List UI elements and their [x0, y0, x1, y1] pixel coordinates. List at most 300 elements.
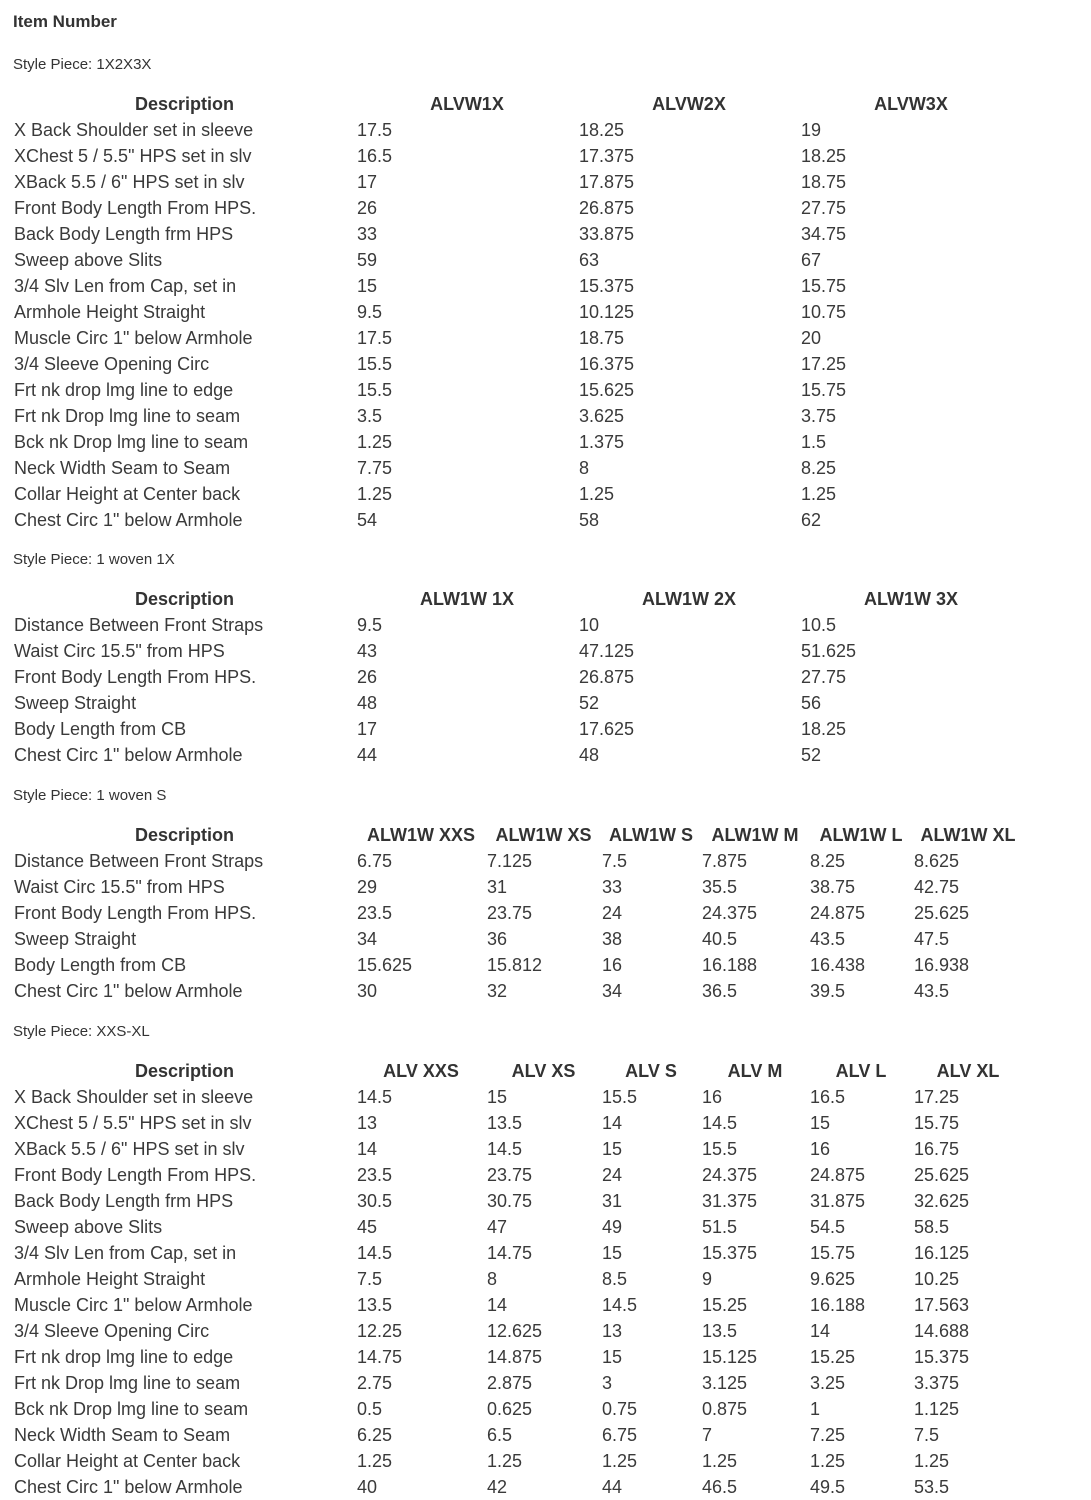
table-row [13, 169, 1022, 195]
table-row [13, 117, 1022, 143]
measurement-value: 58.5 [914, 1216, 950, 1237]
measurement-description: X Back Shoulder set in sleeve [14, 1086, 254, 1107]
measurement-description: Bck nk Drop lmg line to seam [14, 431, 249, 452]
measurement-value: 13.5 [487, 1112, 523, 1133]
measurement-value: 26 [357, 197, 378, 218]
measurement-value: 1.25 [579, 483, 615, 504]
measurement-value: 14.5 [357, 1086, 393, 1107]
measurement-value: 12.25 [357, 1320, 403, 1341]
measurement-description: Back Body Length frm HPS [14, 1190, 234, 1211]
measurement-value: 2.75 [357, 1372, 393, 1393]
measurement-value: 16.188 [810, 1294, 866, 1315]
measurement-value: 62 [801, 509, 822, 530]
measurement-value: 17.625 [579, 718, 635, 739]
measurement-value: 3.75 [801, 405, 837, 426]
table-row [13, 481, 1022, 507]
measurement-value: 6.5 [487, 1424, 513, 1445]
measurement-value: 51.625 [801, 640, 857, 661]
table-row [13, 429, 1022, 455]
measurement-value: 7.25 [810, 1424, 846, 1445]
table-row [13, 952, 1023, 978]
measurement-value: 7 [702, 1424, 713, 1445]
table-row [13, 455, 1022, 481]
measurement-value: 17.25 [914, 1086, 960, 1107]
measurement-value: 9.5 [357, 301, 383, 322]
measurement-value: 13.5 [702, 1320, 738, 1341]
table-row [13, 1448, 1023, 1474]
measurement-value: 8.5 [602, 1268, 628, 1289]
measurement-value: 23.5 [357, 902, 393, 923]
measurement-value: 40.5 [702, 928, 738, 949]
measurement-value: 23.5 [357, 1164, 393, 1185]
measurement-value: 7.5 [602, 850, 628, 871]
measurement-value: 3.5 [357, 405, 383, 426]
measurement-value: 52 [801, 744, 822, 765]
measurement-value: 10 [579, 614, 600, 635]
style-label: Style Piece: XXS-XL [13, 1023, 150, 1040]
measurement-description: Waist Circ 15.5" from HPS [14, 876, 225, 897]
table-row [13, 1396, 1023, 1422]
table-row [13, 221, 1022, 247]
measurement-description: Front Body Length From HPS. [14, 902, 257, 923]
measurement-value: 9.5 [357, 614, 383, 635]
measurement-value: 31.875 [810, 1190, 866, 1211]
measurement-value: 15.375 [579, 275, 635, 296]
measurement-value: 47 [487, 1216, 508, 1237]
measurement-value: 24.875 [810, 902, 866, 923]
column-header-description: Description [134, 824, 235, 845]
measurement-value: 14.75 [357, 1346, 403, 1367]
spec-table [13, 822, 1023, 1004]
table-row [13, 690, 1022, 716]
table-row [13, 1214, 1023, 1240]
measurement-value: 49 [602, 1216, 623, 1237]
measurement-description: Sweep Straight [14, 928, 137, 949]
measurement-value: 15.625 [357, 954, 413, 975]
measurement-value: 15.5 [357, 353, 393, 374]
measurement-value: 38.75 [810, 876, 856, 897]
measurement-value: 15.812 [487, 954, 543, 975]
measurement-value: 14.5 [357, 1242, 393, 1263]
measurement-value: 1.25 [357, 1450, 393, 1471]
table-row [13, 507, 1022, 533]
measurement-value: 30 [357, 980, 378, 1001]
table-row [13, 742, 1022, 768]
table-row [13, 325, 1022, 351]
measurement-value: 16.5 [810, 1086, 846, 1107]
measurement-value: 17.375 [579, 145, 635, 166]
measurement-value: 1.25 [357, 431, 393, 452]
spec-table [13, 1058, 1023, 1500]
measurement-value: 1.5 [801, 431, 827, 452]
measurement-value: 1.25 [357, 483, 393, 504]
measurement-value: 3.375 [914, 1372, 960, 1393]
table-row [13, 716, 1022, 742]
measurement-value: 49.5 [810, 1476, 846, 1497]
measurement-value: 18.25 [579, 119, 625, 140]
measurement-value: 26.875 [579, 197, 635, 218]
measurement-value: 3.625 [579, 405, 625, 426]
measurement-value: 14.5 [602, 1294, 638, 1315]
measurement-value: 1.25 [810, 1450, 846, 1471]
table-row [13, 848, 1023, 874]
column-header-size: ALW1W M [711, 824, 799, 845]
measurement-value: 0.625 [487, 1398, 533, 1419]
measurement-description: Bck nk Drop lmg line to seam [14, 1398, 249, 1419]
measurement-description: 3/4 Sleeve Opening Circ [14, 1320, 210, 1341]
measurement-value: 14 [810, 1320, 831, 1341]
table-row [13, 900, 1023, 926]
measurement-value: 24 [602, 902, 623, 923]
measurement-value: 17.563 [914, 1294, 970, 1315]
measurement-value: 34 [602, 980, 623, 1001]
measurement-value: 3.25 [810, 1372, 846, 1393]
measurement-value: 44 [357, 744, 378, 765]
measurement-value: 18.75 [801, 171, 847, 192]
measurement-value: 24.375 [702, 902, 758, 923]
column-header-description: Description [134, 1060, 235, 1081]
measurement-value: 9.625 [810, 1268, 856, 1289]
measurement-description: 3/4 Sleeve Opening Circ [14, 353, 210, 374]
measurement-description: Neck Width Seam to Seam [14, 457, 231, 478]
measurement-value: 17.875 [579, 171, 635, 192]
table-header-row [13, 586, 1022, 612]
measurement-value: 34.75 [801, 223, 847, 244]
page-title: Item Number [13, 12, 117, 31]
measurement-description: Body Length from CB [14, 718, 187, 739]
measurement-value: 30.5 [357, 1190, 393, 1211]
measurement-description: Muscle Circ 1" below Armhole [14, 1294, 253, 1315]
measurement-description: 3/4 Slv Len from Cap, set in [14, 1242, 237, 1263]
table-header-row [13, 91, 1022, 117]
measurement-description: Frt nk Drop lmg line to seam [14, 405, 241, 426]
measurement-value: 35.5 [702, 876, 738, 897]
measurement-value: 51.5 [702, 1216, 738, 1237]
measurement-value: 15 [357, 275, 378, 296]
measurement-description: Neck Width Seam to Seam [14, 1424, 231, 1445]
measurement-value: 8 [487, 1268, 498, 1289]
table-row [13, 247, 1022, 273]
table-row [13, 1162, 1023, 1188]
measurement-value: 15.125 [702, 1346, 758, 1367]
measurement-value: 13 [602, 1320, 623, 1341]
measurement-value: 15.25 [810, 1346, 856, 1367]
measurement-description: Muscle Circ 1" below Armhole [14, 327, 253, 348]
table-row [13, 1292, 1023, 1318]
measurement-value: 0.75 [602, 1398, 638, 1419]
measurement-value: 36.5 [702, 980, 738, 1001]
measurement-value: 27.75 [801, 197, 847, 218]
measurement-value: 7.125 [487, 850, 533, 871]
measurement-description: Chest Circ 1" below Armhole [14, 1476, 243, 1497]
measurement-value: 33.875 [579, 223, 635, 244]
measurement-value: 54.5 [810, 1216, 846, 1237]
measurement-value: 0.875 [702, 1398, 748, 1419]
measurement-value: 48 [579, 744, 600, 765]
measurement-value: 31.375 [702, 1190, 758, 1211]
column-header-size: ALV S [625, 1060, 677, 1081]
table-row [13, 1110, 1023, 1136]
measurement-value: 10.5 [801, 614, 837, 635]
measurement-value: 43.5 [810, 928, 846, 949]
measurement-value: 24 [602, 1164, 623, 1185]
measurement-value: 15.75 [810, 1242, 856, 1263]
table-header-row [13, 822, 1023, 848]
table-row [13, 664, 1022, 690]
spec-table [13, 586, 1022, 768]
measurement-value: 15.5 [602, 1086, 638, 1107]
measurement-value: 25.625 [914, 1164, 970, 1185]
measurement-value: 14.75 [487, 1242, 533, 1263]
measurement-value: 54 [357, 509, 378, 530]
measurement-description: XBack 5.5 / 6" HPS set in slv [14, 1138, 245, 1159]
measurement-value: 1.25 [487, 1450, 523, 1471]
measurement-value: 31 [602, 1190, 623, 1211]
measurement-value: 9 [702, 1268, 713, 1289]
measurement-value: 0.5 [357, 1398, 383, 1419]
measurement-description: Chest Circ 1" below Armhole [14, 509, 243, 530]
measurement-value: 17.25 [801, 353, 847, 374]
style-label: Style Piece: 1 woven 1X [13, 551, 175, 568]
column-header-size: ALW1W 2X [641, 588, 736, 609]
column-header-size: ALV XL [936, 1060, 1000, 1081]
measurement-description: Distance Between Front Straps [14, 850, 264, 871]
table-row [13, 1474, 1023, 1500]
measurement-value: 23.75 [487, 902, 533, 923]
measurement-value: 16.375 [579, 353, 635, 374]
measurement-description: Waist Circ 15.5" from HPS [14, 640, 225, 661]
measurement-description: Armhole Height Straight [14, 301, 206, 322]
measurement-description: Chest Circ 1" below Armhole [14, 744, 243, 765]
table-row [13, 874, 1023, 900]
measurement-value: 1.375 [579, 431, 625, 452]
measurement-value: 15 [810, 1112, 831, 1133]
measurement-value: 10.25 [914, 1268, 960, 1289]
measurement-value: 18.25 [801, 145, 847, 166]
measurement-description: Sweep Straight [14, 692, 137, 713]
measurement-description: 3/4 Slv Len from Cap, set in [14, 275, 237, 296]
column-header-size: ALV M [727, 1060, 783, 1081]
measurement-value: 58 [579, 509, 600, 530]
measurement-value: 13.5 [357, 1294, 393, 1315]
measurement-description: Armhole Height Straight [14, 1268, 206, 1289]
measurement-value: 59 [357, 249, 378, 270]
measurement-value: 6.75 [602, 1424, 638, 1445]
table-row [13, 926, 1023, 952]
table-row [13, 612, 1022, 638]
measurement-value: 48 [357, 692, 378, 713]
column-header-size: ALW1W XS [495, 824, 592, 845]
measurement-value: 43.5 [914, 980, 950, 1001]
measurement-value: 1.25 [801, 483, 837, 504]
measurement-value: 14 [357, 1138, 378, 1159]
measurement-value: 7.75 [357, 457, 393, 478]
measurement-description: Front Body Length From HPS. [14, 1164, 257, 1185]
measurement-value: 15 [487, 1086, 508, 1107]
measurement-value: 24.875 [810, 1164, 866, 1185]
measurement-value: 47.5 [914, 928, 950, 949]
measurement-value: 14.5 [702, 1112, 738, 1133]
measurement-value: 24.375 [702, 1164, 758, 1185]
measurement-value: 15.25 [702, 1294, 748, 1315]
measurement-description: Frt nk Drop lmg line to seam [14, 1372, 241, 1393]
measurement-value: 52 [579, 692, 600, 713]
measurement-value: 16.938 [914, 954, 970, 975]
measurement-value: 1.125 [914, 1398, 960, 1419]
measurement-value: 13 [357, 1112, 378, 1133]
measurement-description: Chest Circ 1" below Armhole [14, 980, 243, 1001]
measurement-value: 26.875 [579, 666, 635, 687]
measurement-value: 32 [487, 980, 508, 1001]
table-row [13, 638, 1022, 664]
measurement-description: Sweep above Slits [14, 1216, 163, 1237]
measurement-value: 2.875 [487, 1372, 533, 1393]
measurement-value: 56 [801, 692, 822, 713]
measurement-description: X Back Shoulder set in sleeve [14, 119, 254, 140]
measurement-value: 38 [602, 928, 623, 949]
measurement-value: 15.375 [702, 1242, 758, 1263]
measurement-value: 63 [579, 249, 600, 270]
measurement-description: Frt nk drop lmg line to edge [14, 379, 234, 400]
measurement-value: 34 [357, 928, 378, 949]
measurement-description: Collar Height at Center back [14, 483, 241, 504]
table-row [13, 1370, 1023, 1396]
measurement-description: Distance Between Front Straps [14, 614, 264, 635]
table-header-row [13, 1058, 1023, 1084]
measurement-value: 15.75 [914, 1112, 960, 1133]
measurement-value: 15 [602, 1138, 623, 1159]
column-header-size: ALW1W XL [920, 824, 1016, 845]
measurement-value: 15.5 [357, 379, 393, 400]
measurement-value: 15 [602, 1242, 623, 1263]
measurement-value: 10.75 [801, 301, 847, 322]
measurement-value: 47.125 [579, 640, 635, 661]
measurement-value: 1.25 [602, 1450, 638, 1471]
measurement-value: 8 [579, 457, 590, 478]
measurement-value: 16.5 [357, 145, 393, 166]
measurement-value: 67 [801, 249, 822, 270]
measurement-value: 15.75 [801, 275, 847, 296]
table-row [13, 1136, 1023, 1162]
measurement-value: 1.25 [702, 1450, 738, 1471]
column-header-description: Description [134, 93, 235, 114]
measurement-value: 16 [602, 954, 623, 975]
measurement-value: 20 [801, 327, 822, 348]
measurement-value: 36 [487, 928, 508, 949]
column-header-size: ALVW3X [874, 93, 948, 114]
column-header-size: ALVW2X [652, 93, 726, 114]
measurement-value: 17.5 [357, 327, 393, 348]
measurement-value: 15.375 [914, 1346, 970, 1367]
measurement-value: 23.75 [487, 1164, 533, 1185]
measurement-value: 26 [357, 666, 378, 687]
measurement-value: 42 [487, 1476, 508, 1497]
measurement-value: 30.75 [487, 1190, 533, 1211]
measurement-value: 14.875 [487, 1346, 543, 1367]
measurement-value: 39.5 [810, 980, 846, 1001]
measurement-value: 17.5 [357, 119, 393, 140]
column-header-size: ALV XXS [383, 1060, 459, 1081]
table-row [13, 273, 1022, 299]
measurement-value: 6.25 [357, 1424, 393, 1445]
measurement-value: 17 [357, 171, 378, 192]
measurement-value: 15.5 [702, 1138, 738, 1159]
measurement-value: 27.75 [801, 666, 847, 687]
measurement-value: 3.125 [702, 1372, 748, 1393]
measurement-value: 18.25 [801, 718, 847, 739]
measurement-description: XChest 5 / 5.5" HPS set in slv [14, 145, 252, 166]
measurement-description: Back Body Length frm HPS [14, 223, 234, 244]
measurement-value: 45 [357, 1216, 378, 1237]
measurement-value: 15.625 [579, 379, 635, 400]
measurement-value: 16.438 [810, 954, 866, 975]
measurement-value: 31 [487, 876, 508, 897]
table-row [13, 377, 1022, 403]
measurement-value: 46.5 [702, 1476, 738, 1497]
column-header-size: ALV XS [511, 1060, 576, 1081]
spec-table [13, 91, 1022, 533]
measurement-description: Sweep above Slits [14, 249, 163, 270]
measurement-value: 44 [602, 1476, 623, 1497]
column-header-size: ALVW1X [430, 93, 504, 114]
measurement-value: 25.625 [914, 902, 970, 923]
measurement-value: 8.25 [801, 457, 837, 478]
column-header-size: ALW1W 1X [419, 588, 514, 609]
table-row [13, 1240, 1023, 1266]
measurement-value: 16 [702, 1086, 723, 1107]
measurement-value: 7.5 [357, 1268, 383, 1289]
measurement-value: 14.688 [914, 1320, 970, 1341]
measurement-value: 16.125 [914, 1242, 970, 1263]
measurement-description: Front Body Length From HPS. [14, 666, 257, 687]
measurement-value: 14.5 [487, 1138, 523, 1159]
table-row [13, 1266, 1023, 1292]
column-header-size: ALW1W S [609, 824, 693, 845]
measurement-value: 33 [602, 876, 623, 897]
measurement-value: 14 [602, 1112, 623, 1133]
measurement-description: XChest 5 / 5.5" HPS set in slv [14, 1112, 252, 1133]
measurement-value: 16 [810, 1138, 831, 1159]
measurement-value: 6.75 [357, 850, 393, 871]
measurement-value: 8.625 [914, 850, 960, 871]
measurement-value: 14 [487, 1294, 508, 1315]
column-header-size: ALW1W XXS [366, 824, 475, 845]
measurement-value: 53.5 [914, 1476, 950, 1497]
measurement-description: XBack 5.5 / 6" HPS set in slv [14, 171, 245, 192]
style-label: Style Piece: 1 woven S [13, 787, 167, 804]
measurement-value: 29 [357, 876, 378, 897]
measurement-value: 7.875 [702, 850, 748, 871]
measurement-value: 10.125 [579, 301, 635, 322]
measurement-value: 19 [801, 119, 822, 140]
measurement-value: 1 [810, 1398, 821, 1419]
measurement-description: Body Length from CB [14, 954, 187, 975]
measurement-description: Frt nk drop lmg line to edge [14, 1346, 234, 1367]
table-row [13, 143, 1022, 169]
measurement-description: Front Body Length From HPS. [14, 197, 257, 218]
measurement-value: 1.25 [914, 1450, 950, 1471]
measurement-value: 16.188 [702, 954, 758, 975]
measurement-value: 32.625 [914, 1190, 970, 1211]
measurement-value: 7.5 [914, 1424, 940, 1445]
measurement-value: 15.75 [801, 379, 847, 400]
column-header-description: Description [134, 588, 235, 609]
table-row [13, 978, 1023, 1004]
table-row [13, 1188, 1023, 1214]
table-row [13, 351, 1022, 377]
table-row [13, 1318, 1023, 1344]
table-row [13, 299, 1022, 325]
